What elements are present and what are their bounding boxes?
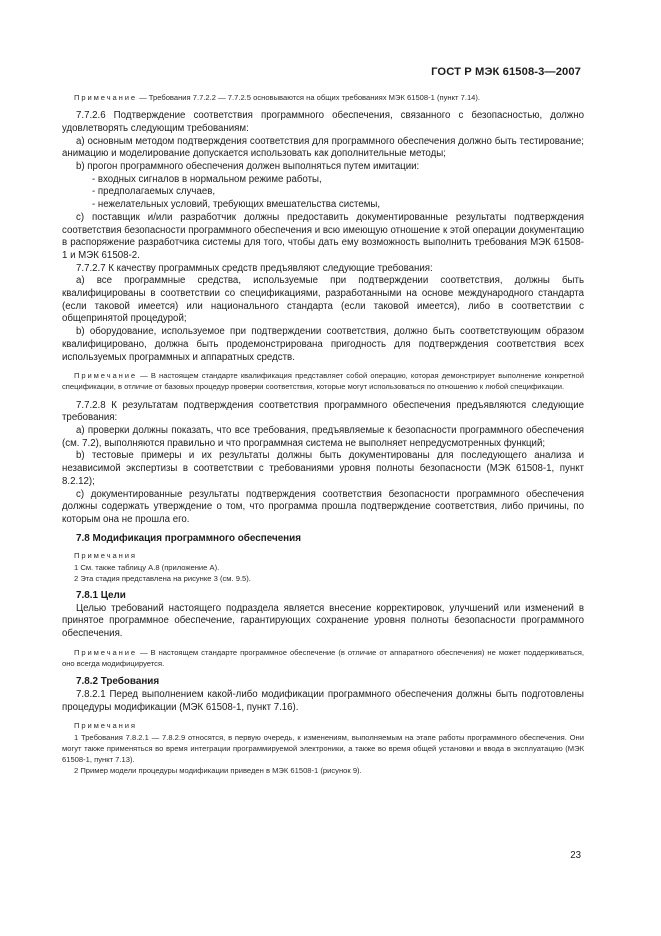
note-text: — В настоящем стандарте программное обеспечение (в отличие от аппаратного обеспечения) не может поддерживаться, оно всегда модифицируется.: [62, 647, 584, 669]
document-body: [62, 92, 584, 776]
dash-item: - нежелательных условий, требующих вмешательства системы,: [92, 199, 381, 211]
objectives-paragraph: Целью требований настоящего подраздела является внесение корректировок, улучшений или изменений в принятое программное обеспечение, гарантирующих сохранение уровня полноты безопасности программного обеспечения.: [62, 602, 584, 640]
list-item-b: b) оборудование, используемое при подтверждении соответствия, должно быть соответствующим образом квалифицировано, должна быть продемонстрирована пригодность для подтверждения соответствия всех используемых программных и аппаратных средств.: [62, 326, 584, 363]
list-item-b: b) прогон программного обеспечения должен выполняться путем имитации:: [76, 161, 420, 173]
note-label: Примечание: [74, 647, 137, 657]
dash-item: - предполагаемых случаев,: [92, 186, 216, 198]
notes-label: Примечания: [74, 721, 137, 731]
note: [62, 370, 584, 392]
clause-7-7-2-8: 7.7.2.8 К результатам подтверждения соответствия программного обеспечения предъявляются следующие требования:: [62, 399, 584, 424]
note-item: 1 См. также таблицу А.8 (приложение А).: [74, 562, 220, 572]
section-heading-7-8-1: 7.8.1 Цели: [76, 590, 126, 602]
page-number: 23: [570, 850, 581, 861]
list-item-a: а) все программные средства, используемые при подтверждении соответствия, должны быть квалифицированы в соответствии со спецификациями, разработанными на основе международного стандарта (если таковой имеется) или национального стандарта (если таковой имеется), либо в соответствии с общепринятой процедурой;: [62, 275, 584, 325]
section-heading-7-8-2: 7.8.2 Требования: [76, 676, 160, 688]
list-item-a: а) проверки должны показать, что все требования, предъявляемые к безопасности программного обеспечения (см. 7.2), выполняются правильно и что программная система не выполняет непредусмотренных функций;: [62, 425, 584, 449]
note-item: 2 Пример модели процедуры модификации приведен в МЭК 61508-1 (рисунок 9).: [74, 766, 362, 776]
note-label: Примечание: [74, 371, 137, 381]
dash-item: - входных сигналов в нормальном режиме работы,: [92, 173, 322, 185]
list-item-b: b) тестовые примеры и их результаты должны быть документированы для последующего анализа и независимой экспертизы в соответствии с требованиями уровня полноты безопасности (МЭК 61508-1, пункт 8.2.12);: [62, 450, 584, 487]
note-item: 1 Требования 7.8.2.1 — 7.8.2.9 относятся, в первую очередь, к изменениям, выполняемым на этапе работы программного обеспечения. Они могут также применяться во время интеграции программируемой электроники, а также во время общей установки и ввода в эксплуатацию (МЭК 61508-1, пункт 7.13).: [62, 732, 584, 764]
list-item-c: с) документированные результаты подтверждения соответствия безопасности программного обеспечения должны содержать утверждение о том, что программа прошла подтверждение соответствия, либо причины, по которым она не прошла его.: [62, 488, 584, 525]
note: [62, 647, 584, 669]
clause-7-7-2-7: 7.7.2.7 К качеству программных средств предъявляют следующие требования:: [76, 262, 433, 274]
clause-7-8-2-1: 7.8.2.1 Перед выполнением какой-либо модификации программного обеспечения должны быть подготовлены процедуры модификации (МЭК 61508-1, пункт 7.16).: [62, 688, 584, 713]
section-heading-7-8: 7.8 Модификация программного обеспечения: [76, 532, 301, 544]
note: [62, 92, 584, 103]
notes-label: Примечания: [74, 551, 137, 561]
note-label: Примечание: [74, 93, 137, 102]
clause-7-7-2-6: 7.7.2.6 Подтверждение соответствия программного обеспечения, связанного с безопасностью, должно удовлетворять следующим требованиям:: [62, 110, 584, 134]
list-item-c: с) поставщик и/или разработчик должны предоставить документированные результаты подтверждения соответствия безопасности программного обеспечения и всю имеющую отношение к этой операции документацию в распоряжение разработчика системы для того, чтобы дать ему возможность выполнить требования МЭК 61508-1 и МЭК 61508-2.: [62, 211, 584, 261]
note-text: — В настоящем стандарте квалификация представляет собой операцию, которая демонстрирует выполнение конкретной спецификации, в отличие от базовых процедур проверки соответствия, которые могут использоваться по отношению к любой спецификации.: [62, 371, 584, 392]
standard-header: ГОСТ Р МЭК 61508-3—2007: [431, 66, 581, 78]
list-item-a: а) основным методом подтверждения соответствия для программного обеспечения должно быть тестирование; анимацию и моделирование допускается использовать как дополнительные методы;: [62, 135, 584, 160]
note-item: 2 Эта стадия представлена на рисунке 3 (см. 9.5).: [74, 573, 251, 583]
note-text: — Требования 7.7.2.2 — 7.7.2.5 основываются на общих требованиях МЭК 61508-1 (пункт 7.14).: [136, 93, 481, 102]
